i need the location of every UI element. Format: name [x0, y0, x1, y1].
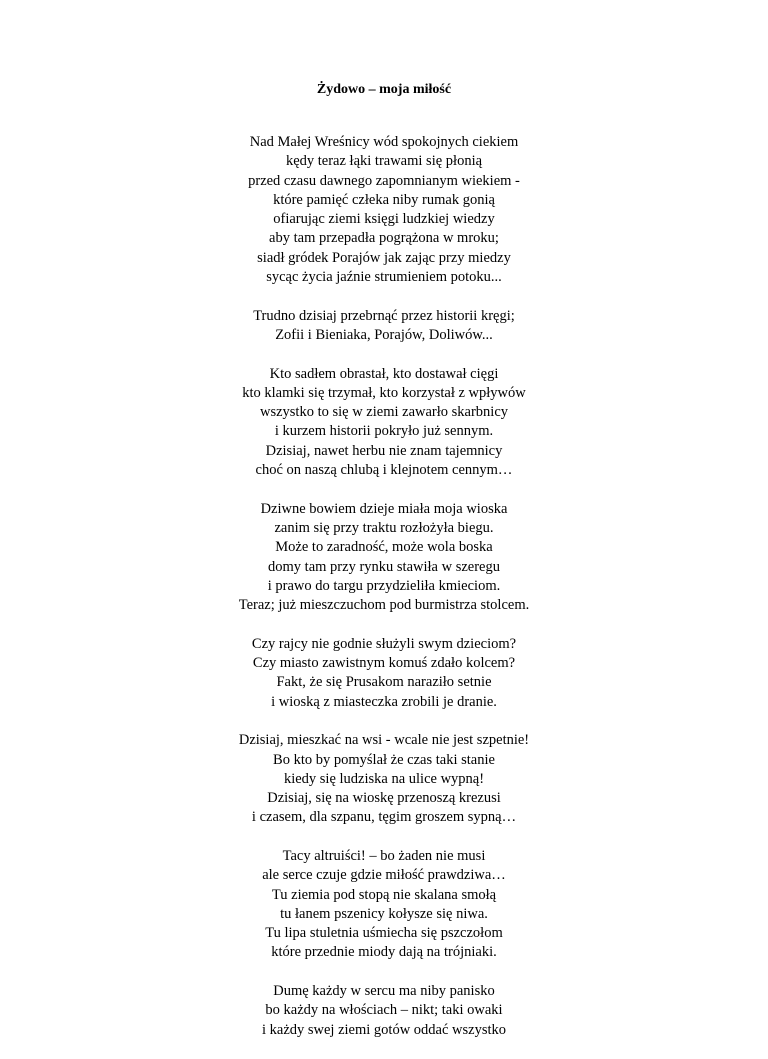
- poem-line: Dzisiaj, się na wioskę przenoszą krezusi: [267, 790, 501, 807]
- poem-line: kto klamki się trzymał, kto korzystał z wpływów: [242, 384, 526, 401]
- poem-line: Kto sadłem obrastał, kto dostawał cięgi: [269, 365, 499, 382]
- poem-line: Dzisiaj, mieszkać na wsi - wcale nie jest szpetnie!: [238, 732, 530, 749]
- poem-line: ale serce czuje gdzie miłość prawdziwa…: [262, 867, 506, 884]
- poem-line: bo każdy na włościach – nikt; taki owaki: [265, 1002, 503, 1019]
- poem-line: sycąc życia jaźnie strumieniem potoku...: [266, 269, 502, 286]
- stanza: [0, 635, 768, 712]
- poem-line: Nad Małej Wreśnicy wód spokojnych ciekiem: [249, 134, 519, 150]
- poem-line: Dumę każdy w sercu ma niby panisko: [273, 983, 495, 1000]
- poem-line: siadł gródek Porajów jak zając przy miedzy: [257, 249, 511, 266]
- poem-line: które pamięć człeka niby rumak gonią: [273, 191, 495, 208]
- poem-line: które przednie miody dają na trójniaki.: [271, 944, 497, 961]
- poem-line: Dziwne bowiem dzieje miała moja wioska: [260, 500, 508, 517]
- poem-line: Bo kto by pomyślał że czas taki stanie: [273, 751, 495, 768]
- poem-line: i czasem, dla szpanu, tęgim groszem sypną…: [251, 809, 517, 826]
- poem-line: Tu ziemia pod stopą nie skalana smołą: [271, 886, 497, 903]
- poem-line: i kurzem historii pokryło już sennym.: [274, 423, 494, 440]
- poem-line: Czy miasto zawistnym komuś zdało kolcem?: [252, 655, 516, 672]
- poem-line: i wioską z miasteczka zrobili je dranie.: [271, 693, 497, 710]
- stanza: [0, 500, 768, 616]
- poem-line: i prawo do targu przydzieliła kmieciom.: [267, 577, 501, 594]
- poem-line: Tacy altruiści! – bo żaden nie musi: [282, 847, 486, 864]
- stanza: [0, 731, 768, 827]
- poem-line: ofiarując ziemi księgi ludzkiej wiedzy: [273, 211, 495, 228]
- poem-line: aby tam przepadła pogrążona w mroku;: [269, 230, 499, 247]
- poem-line: Może to zaradność, może wola boska: [275, 539, 493, 556]
- poem-line: Tu lipa stuletnia uśmiecha się pszczołom: [265, 925, 503, 942]
- poem-line: Czy rajcy nie godnie służyli swym dzieciom?: [251, 635, 517, 652]
- poem-line: choć on naszą chlubą i klejnotem cennym…: [255, 462, 513, 479]
- stanza: [0, 982, 768, 1040]
- poem-line: kędy teraz łąki trawami się płonią: [285, 153, 483, 170]
- poem-line: kiedy się ludziska na ulice wypną!: [283, 770, 485, 787]
- poem-line: Trudno dzisiaj przebrnąć przez historii kręgi;: [253, 307, 515, 324]
- poem-title: Żydowo – moja miłość: [316, 82, 452, 97]
- stanza: [0, 133, 768, 287]
- poem-body: [0, 133, 768, 1059]
- poem-line: i każdy swej ziemi gotów oddać wszystko: [261, 1021, 507, 1038]
- poem-line: tu łanem pszenicy kołysze się niwa.: [280, 905, 488, 922]
- stanza: [0, 365, 768, 481]
- stanza: [0, 847, 768, 963]
- stanza: [0, 307, 768, 346]
- poem-line: zanim się przy traktu rozłożyła biegu.: [274, 519, 494, 536]
- poem-line: Zofii i Bieniaka, Porajów, Doliwów...: [275, 326, 493, 343]
- poem-line: Dzisiaj, nawet herbu nie znam tajemnicy: [265, 442, 503, 459]
- poem-line: Fakt, że się Prusakom naraziło setnie: [276, 674, 492, 691]
- poem-line: wszystko to się w ziemi zawarło skarbnicy: [259, 404, 509, 421]
- poem-line: przed czasu dawnego zapomnianym wiekiem -: [248, 172, 520, 189]
- poem-line: domy tam przy rynku stawiła w szeregu: [268, 558, 500, 575]
- poem-line: Teraz; już mieszczuchom pod burmistrza stolcem.: [238, 597, 530, 614]
